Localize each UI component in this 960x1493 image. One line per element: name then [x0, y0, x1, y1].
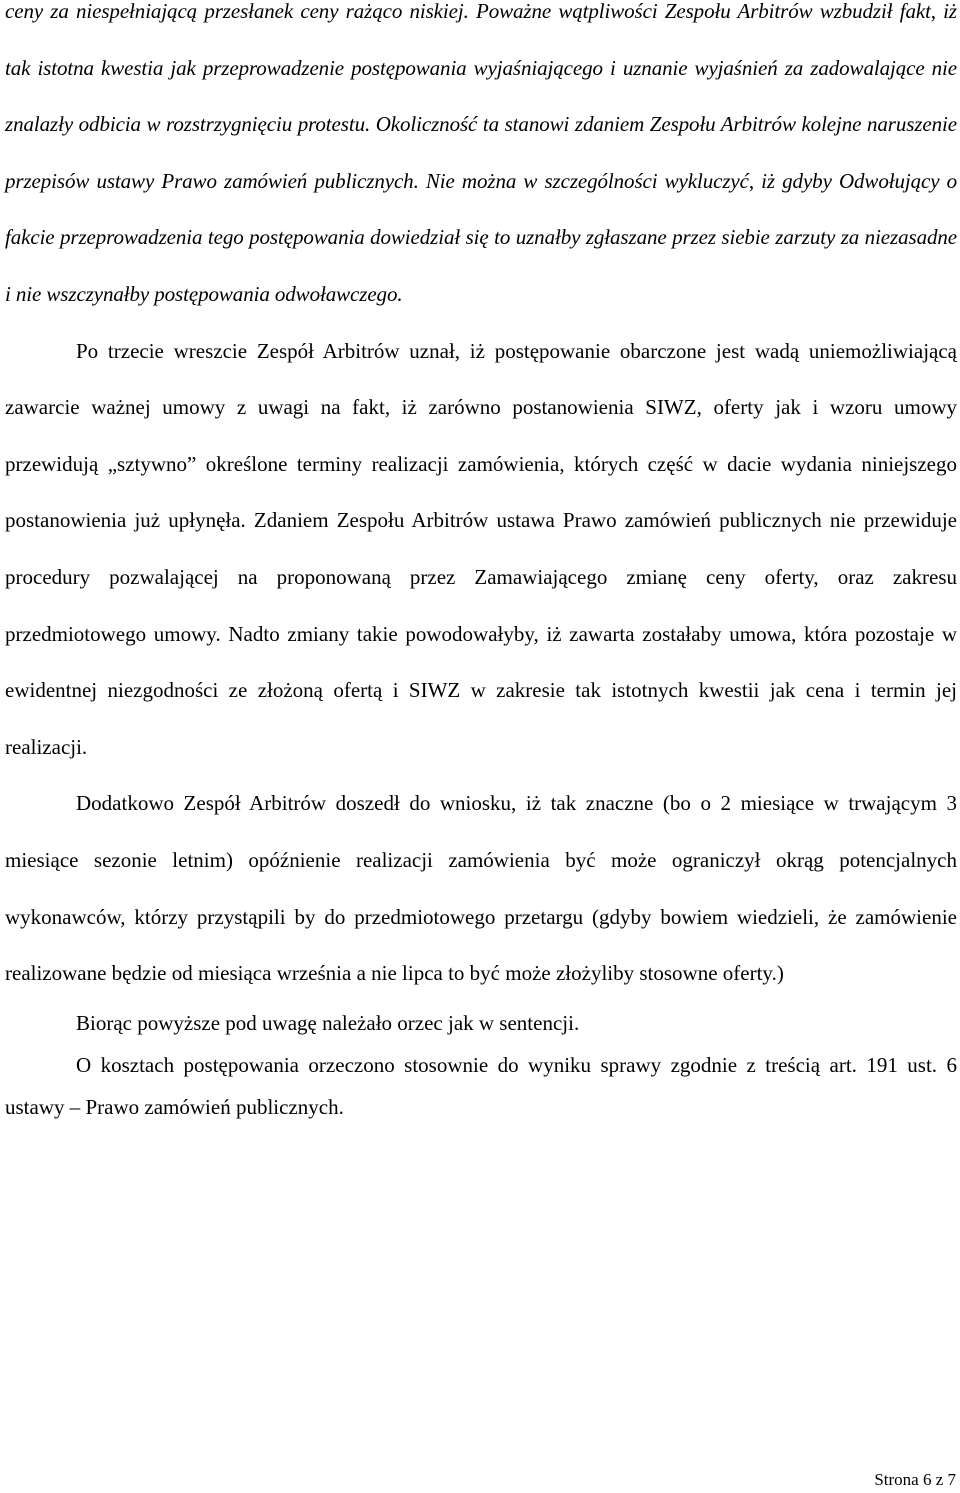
paragraph-protest-reasoning: ceny za niespełniającą przesłanek ceny rażąco niskiej. Poważne wątpliwości Zespołu Arbitrów wzbudził fakt, iż tak istotna kwestia jak przeprowadzenie postępowania wyjaśniającego i uznanie wyjaśnień za zadowalające nie znalazły odbicia w rozstrzygnięciu protestu. Okoliczność ta stanowi zdaniem Zespołu Arbitrów kolejne naruszenie przepisów ustawy Prawo zamówień publicznych. Nie można w szczególności wykluczyć, iż gdyby Odwołujący o fakcie przeprowadzenia tego postępowania dowiedział się to uznałby zgłaszane przez siebie zarzuty za niezasadne i nie wszczynałby postępowania odwoławczego.	[5, 0, 957, 306]
page-number: Strona 6 z 7	[874, 1470, 956, 1489]
paragraph-ruling-basis: Biorąc powyższe pod uwagę należało orzec jak w sentencji.	[76, 1010, 580, 1035]
document-page	[5, 0, 957, 1128]
paragraph-third-reason: Po trzecie wreszcie Zespół Arbitrów uznał, iż postępowanie obarczone jest wadą uniemożliwiającą zawarcie ważnej umowy z uwagi na fakt, iż zarówno postanowienia SIWZ, oferty jak i wzoru umowy przewidują „sztywno” określone terminy realizacji zamówienia, których część w dacie wydania niniejszego postanowienia już upłynęła. Zdaniem Zespołu Arbitrów ustawa Prawo zamówień publicznych nie przewiduje procedury pozwalającej na proponowaną przez Zamawiającego zmianę ceny oferty, oraz zakresu przedmiotowego umowy. Nadto zmiany takie powodowałyby, iż zawarta zostałaby umowa, która pozostaje w ewidentnej niezgodności ze złożoną ofertą i SIWZ w zakresie tak istotnych kwestii jak cena i termin jej realizacji.	[5, 338, 957, 759]
paragraph-additional-conclusion: Dodatkowo Zespół Arbitrów doszedł do wniosku, iż tak znaczne (bo o 2 miesiące w trwającym 3 miesiące sezonie letnim) opóźnienie realizacji zamówienia być może ograniczył okrąg potencjalnych wykonawców, którzy przystąpili by do przedmiotowego przetargu (gdyby bowiem wiedzieli, że zamówienie realizowane będzie od miesiąca września a nie lipca to być może złożyliby stosowne oferty.)	[5, 791, 957, 986]
paragraph-costs: O kosztach postępowania orzeczono stosownie do wyniku sprawy zgodnie z treścią art. 191 ust. 6 ustawy – Prawo zamówień publicznych.	[5, 1052, 957, 1119]
